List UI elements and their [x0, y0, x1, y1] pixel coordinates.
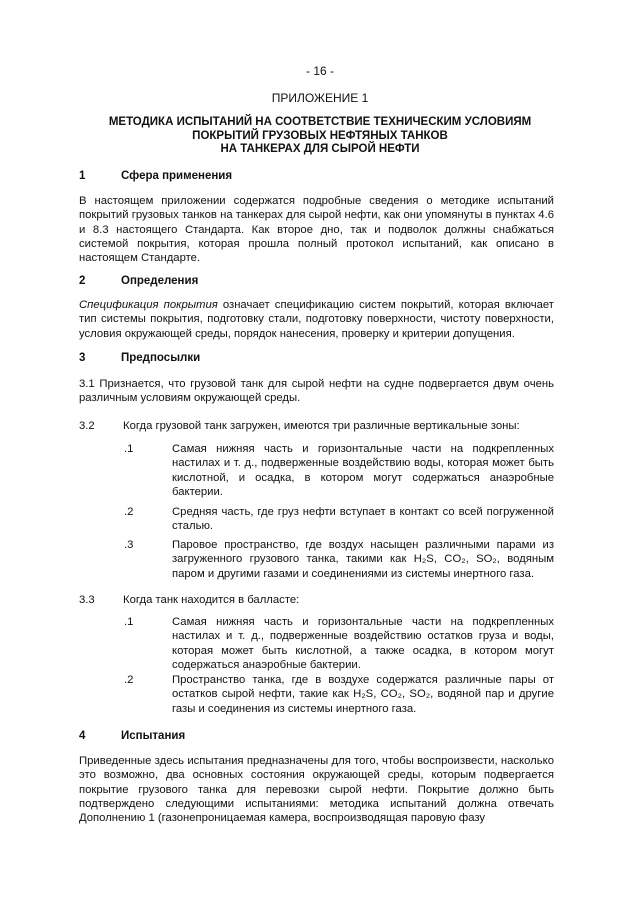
paragraph-text: Когда танк находится в балласте:	[123, 594, 300, 606]
section-title: Определения	[121, 275, 199, 287]
appendix-label: ПРИЛОЖЕНИЕ 1	[271, 91, 369, 105]
item-text: Самая нижняя часть и горизонтальные части на подкрепленных настилах и т. д., подверженные воздействию воды, которая может быть кислотной, и осадка, в котором могут содержаться анаэробные бактерии.	[172, 443, 554, 498]
section-4-paragraph: Приведенные здесь испытания предназначены для того, чтобы воспроизвести, насколько это возможно, два основных состояния окружающей среды, которым подвергается покрытие грузового танка для перевозки сырой нефти. Покрытие должно быть подтверждено следующими испытаниями: методика испытаний должна отвечать Дополнению 1 (газонепроницаемая камера, воспроизводящая паровую фазу	[79, 755, 554, 825]
paragraph-number: 3.3	[79, 594, 95, 606]
section-title: Предпосылки	[121, 352, 201, 364]
section-heading-1	[79, 170, 232, 182]
section-number: 1	[79, 170, 86, 182]
section-number: 4	[79, 730, 86, 742]
paragraph-3-3	[79, 593, 299, 607]
title-line: НА ТАНКЕРАХ ДЛЯ СЫРОЙ НЕФТИ	[220, 143, 420, 155]
document-title	[90, 116, 550, 157]
paragraph-3-1: 3.1 Признается, что грузовой танк для сырой нефти на судне подвергается двум очень различным условиям окружающей среды.	[79, 378, 554, 405]
item-number: .2	[124, 674, 134, 686]
list-item	[124, 505, 554, 535]
list-item	[124, 442, 554, 500]
section-heading-4	[79, 730, 185, 742]
section-2-paragraph	[79, 298, 554, 341]
item-text: Пространство танка, где в воздухе содержатся различные пары от остатков сырой нефти, такие как H₂S, CO₂, SO₂, водяной пар и другие газы и соединения из системы инертного газа.	[172, 674, 554, 715]
definition-text: означает спецификацию систем покрытий, которая включает тип системы покрытия, подготовку стали, подготовку поверхности, чистоту поверхности, условия окружающей среды, порядок нанесения, проверку и критерии допущения.	[79, 299, 554, 340]
item-number: .2	[124, 506, 134, 518]
section-number: 3	[79, 352, 86, 364]
item-number: .1	[124, 443, 134, 455]
section-heading-3	[79, 352, 200, 364]
title-line: ПОКРЫТИЙ ГРУЗОВЫХ НЕФТЯНЫХ ТАНКОВ	[192, 129, 448, 142]
section-number: 2	[79, 275, 86, 287]
section-1-paragraph: В настоящем приложении содержатся подробные сведения о методике испытаний покрытий грузовых танков на танкерах для сырой нефти, как они упомянуты в пунктах 4.6 и 8.3 настоящего Стандарта. Как второе дно, так и подволок должны снабжаться системой покрытия, которая прошла полный протокол испытаний, как описано в настоящем Стандарте.	[79, 195, 554, 265]
list-item	[124, 615, 554, 673]
item-text: Самая нижняя часть и горизонтальные части на подкрепленных настилах и т. д., подверженные воздействию остатков груза и воды, которая может быть кислотной, а также осадка, в котором могут содержаться анаэробные бактерии.	[172, 616, 554, 671]
section-title: Сфера применения	[121, 170, 233, 182]
list-item	[124, 673, 554, 717]
defined-term: Спецификация покрытия	[79, 299, 218, 311]
section-title: Испытания	[121, 730, 186, 742]
paragraph-text: Когда грузовой танк загружен, имеются три различные вертикальные зоны:	[123, 420, 520, 432]
item-text: Средняя часть, где груз нефти вступает в контакт со всей погруженной сталью.	[172, 506, 554, 533]
item-text: Паровое пространство, где воздух насыщен различными парами из загруженного грузового танка, такими как H₂S, CO₂, SO₂, водяным паром и другими газами и соединениями из системы инертного газа.	[172, 539, 554, 580]
list-item	[124, 538, 554, 582]
title-line: МЕТОДИКА ИСПЫТАНИЙ НА СООТВЕТСТВИЕ ТЕХНИЧЕСКИМ УСЛОВИЯМ	[108, 116, 532, 128]
section-heading-2	[79, 275, 198, 287]
page-number: - 16 -	[305, 64, 334, 78]
paragraph-3-2	[79, 419, 520, 433]
item-number: .1	[124, 616, 134, 628]
paragraph-number: 3.2	[79, 420, 95, 432]
item-number: .3	[124, 539, 134, 551]
